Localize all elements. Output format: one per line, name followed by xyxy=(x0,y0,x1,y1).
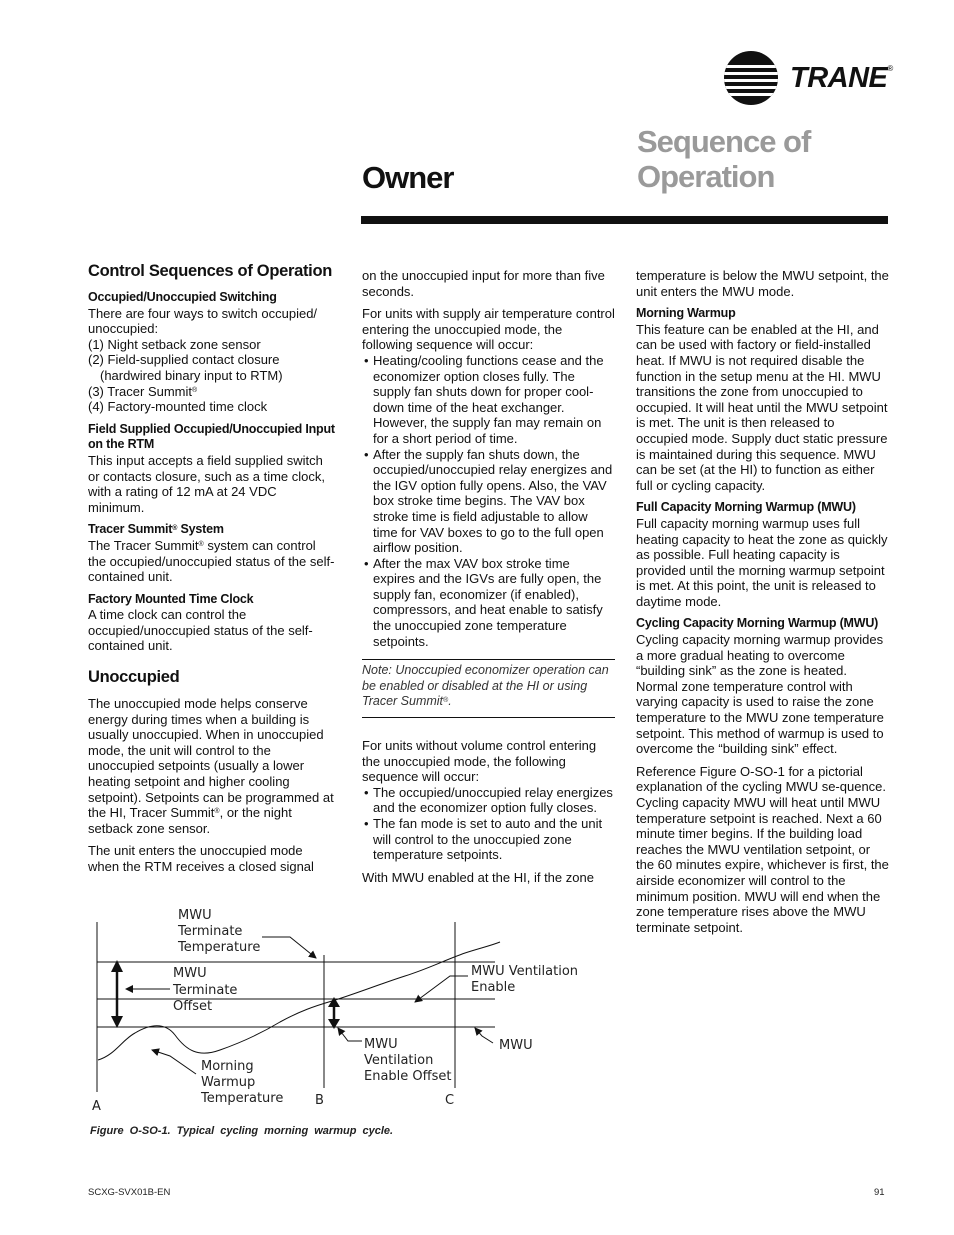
subheading: Tracer Summit® System xyxy=(88,522,224,537)
page-number: 91 xyxy=(874,1187,885,1198)
label-terminate-offset: MWU Terminate Offset xyxy=(173,966,238,1014)
page-title-owner: Owner xyxy=(362,160,454,195)
figure-caption: Figure O-SO-1. Typical cycling morning warmup cycle. xyxy=(90,1125,394,1137)
note-box: Note: Unoccupied economizer operation can be enabled or disabled at the HI or using Tracer Summit®. xyxy=(362,659,615,718)
paragraph: For units with supply air temperature control entering the unoccupied mode, the following sequence will occur: xyxy=(362,306,615,353)
leader-arrow xyxy=(338,1028,362,1041)
label-mwu: MWU xyxy=(499,1038,533,1053)
paragraph: The unit enters the unoccupied mode when the RTM receives a closed signal xyxy=(88,843,314,874)
subheading: Cycling Capacity Morning Warmup (MWU) xyxy=(636,616,879,631)
paragraph: This feature can be enabled at the HI, and can be used with factory or field-installed heat. If MWU is not required disable the function in the setup menu at the HI. MWU transitions the zone from unoccupied to occupied. It will heat until the MWU setpoint is met. The unit is then released to occupied mode. Supply duct static pressure is maintained during this sequence. MWU can be set (at the HI) to function as either full or cycling capacity. xyxy=(636,321,888,493)
bullet-list xyxy=(362,353,615,649)
label-a: A xyxy=(92,1099,101,1114)
list-item: • The occupied/unoccupied relay energizes and the economizer option fully closes. xyxy=(362,785,615,816)
leader-arrow xyxy=(262,937,316,958)
mwu-cycle-diagram xyxy=(80,900,640,1115)
list-item: • After the max VAV box stroke time expires and the IGVs are fully open, the supply fan, economizer (if enabled), compressors, and heat enable to satisfy the unoccupied zone temperature setpoints. xyxy=(362,556,615,650)
paragraph: Reference Figure O-SO-1 for a pictorial explanation of the cycling MWU se-quence. Cycling capacity MWU will heat until MWU temperature setpoint is reached. Next a 60 minute timer begins. If the building load reaches the MWU ventilation setpoint, or the 60 minutes expire, whichever is first, the airside economizer will control to the minimum position. MWU will end when the zone temperature rises above the MWU terminate setpoint. xyxy=(636,763,889,935)
list-item: • The fan mode is set to auto and the unit will control to the unoccupied zone temperature setpoints. xyxy=(362,816,615,863)
paragraph: This input accepts a field supplied switch or contacts closure, such as a time clock, with a rating of 12 mA at 24 VDC minimum. xyxy=(88,452,325,515)
label-c: C xyxy=(445,1093,455,1108)
paragraph: Full capacity morning warmup uses full heating capacity to heat the zone as quickly as possible. Full heating capacity is provided until the morning warmup setpoint is met. At this point, the unit is released to daytime mode. xyxy=(636,515,888,609)
document-id: SCXG-SVX01B-EN xyxy=(88,1187,171,1198)
subheading: Field Supplied Occupied/Unoccupied Input on the RTM xyxy=(88,421,335,452)
column-2 xyxy=(362,268,615,892)
paragraph: temperature is below the MWU setpoint, the unit enters the MWU mode. xyxy=(636,268,889,299)
paragraph: on the unoccupied input for more than five seconds. xyxy=(362,268,605,299)
section-heading: Unoccupied xyxy=(88,668,180,687)
column-1 xyxy=(88,262,336,882)
leader-arrow xyxy=(152,1050,196,1074)
brand-name: TRANE® xyxy=(790,62,893,94)
list-item: • Heating/cooling functions cease and the economizer option closes fully. The supply fan shuts down for proper cool-down time of the heat exchanger. However, the supply fan may remain on for a short period of time. xyxy=(362,353,615,447)
subheading: Full Capacity Morning Warmup (MWU) xyxy=(636,500,856,515)
page-title-section: Sequence of Operation xyxy=(637,124,811,194)
morning-warmup-curve xyxy=(98,942,500,1060)
paragraph: The unoccupied mode helps conserve energy during times when a building is usually unoccupied. When in unoccupied mode, the unit will control to the unoccupied setpoints (usually a lower heating setpoint and higher cooling setpoint). Setpoints can be programmed at the HI, Tracer Summit®, or the night setback zone sensor. xyxy=(88,696,334,836)
paragraph: There are four ways to switch occupied/ unoccupied: (1) Night setback zone sensor (2) Field-supplied contact closure (hardwired binary input to RTM) (3) Tracer Summit® (4) Factory-mounted time clock xyxy=(88,305,318,415)
section-heading: Control Sequences of Operation xyxy=(88,262,333,280)
leader-arrow xyxy=(475,1028,493,1043)
subheading: Occupied/Unoccupied Switching xyxy=(88,290,277,304)
paragraph: With MWU enabled at the HI, if the zone xyxy=(362,869,594,885)
subheading: Factory Mounted Time Clock xyxy=(88,591,254,606)
label-morning-warmup: Morning Warmup Temperature xyxy=(201,1059,284,1106)
bullet-list xyxy=(362,785,615,863)
label-b: B xyxy=(315,1093,324,1108)
paragraph: For units without volume control entering the unoccupied mode, the following sequence will occur: xyxy=(362,738,597,785)
subheading: Morning Warmup xyxy=(636,306,736,321)
label-terminate-temp: MWU Terminate Temperature xyxy=(178,908,261,955)
leader-arrow xyxy=(415,976,468,1002)
paragraph: Cycling capacity morning warmup provides a more gradual heating to overcome “building sink” as the zone is heated. Normal zone temperature control with varying capacity is used to raise the zone temperature to the MWU zone temperature setpoint. This method of warmup is used to overcome the “building sink” effect. xyxy=(636,632,884,757)
paragraph: The Tracer Summit® system can control the occupied/unoccupied status of the self-contained unit. xyxy=(88,537,335,585)
list-item: • After the supply fan shuts down, the occupied/unoccupied relay energizes and the IGV option fully opens. Also, the VAV box stroke time begins. The VAV box stroke time is field adjustable to allow time for VAV boxes to go to the full open airflow position. xyxy=(362,447,615,556)
paragraph: A time clock can control the occupied/unoccupied status of the self-contained unit. xyxy=(88,607,313,654)
trane-logo-icon xyxy=(724,51,778,105)
header-rule xyxy=(361,216,888,224)
label-vent-enable: MWU Ventilation Enable xyxy=(471,964,579,995)
column-3 xyxy=(636,268,890,942)
label-vent-offset: MWU Ventilation Enable Offset xyxy=(364,1037,452,1084)
